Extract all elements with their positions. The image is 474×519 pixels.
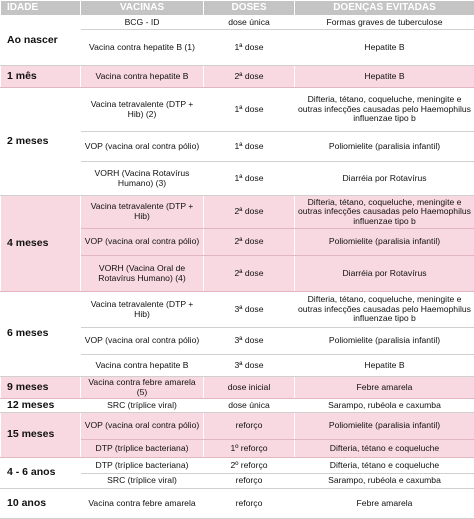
table-row xyxy=(1,196,474,229)
vaccine-cell: VORH (Vacina Oral de Rotavírus Humano) (4) xyxy=(81,256,204,292)
disease-cell: Difteria, tétano, coqueluche, meningite e outras infecções causadas pelo Haemophilus influenzae tipo b xyxy=(295,196,474,229)
disease-cell: Poliomielite (paralisia infantil) xyxy=(295,328,474,355)
disease-cell: Hepatite B xyxy=(295,30,474,66)
vaccine-cell: VORH (Vacina Rotavírus Humano) (3) xyxy=(81,162,204,196)
dose-cell: dose única xyxy=(204,16,295,30)
age-cell: 6 meses xyxy=(1,292,81,377)
age-cell: 4 meses xyxy=(1,196,81,292)
header-idade: IDADE xyxy=(1,1,81,16)
table-row xyxy=(1,88,474,132)
age-cell: 9 meses xyxy=(1,377,81,399)
vaccine-cell: SRC (tríplice viral) xyxy=(81,399,204,413)
vaccine-cell: VOP (vacina oral contra pólio) xyxy=(81,328,204,355)
age-cell: 10 anos xyxy=(1,489,81,519)
dose-cell: 1ª dose xyxy=(204,30,295,66)
age-cell: 4 - 6 anos xyxy=(1,458,81,489)
vaccine-cell: Vacina contra febre amarela xyxy=(81,489,204,519)
table-row xyxy=(1,458,474,474)
age-cell: 12 meses xyxy=(1,399,81,413)
vaccine-cell: Vacina contra hepatite B xyxy=(81,66,204,88)
disease-cell: Sarampo, rubéola e caxumba xyxy=(295,474,474,489)
vaccine-cell: Vacina contra hepatite B xyxy=(81,355,204,377)
vaccine-cell: Vacina tetravalente (DTP + Hib) xyxy=(81,196,204,229)
disease-cell: Febre amarela xyxy=(295,489,474,519)
disease-cell: Hepatite B xyxy=(295,355,474,377)
vaccine-cell: VOP (vacina oral contra pólio) xyxy=(81,229,204,256)
table-row xyxy=(1,489,474,519)
disease-cell: Difteria, tétano e coqueluche xyxy=(295,440,474,458)
dose-cell: 1ª dose xyxy=(204,162,295,196)
vaccine-cell: DTP (tríplice bacteriana) xyxy=(81,458,204,474)
disease-cell: Sarampo, rubéola e caxumba xyxy=(295,399,474,413)
table-row xyxy=(1,413,474,440)
disease-cell: Formas graves de tuberculose xyxy=(295,16,474,30)
dose-cell: 1ª dose xyxy=(204,132,295,162)
vaccine-cell: SRC (tríplice viral) xyxy=(81,474,204,489)
dose-cell: reforço xyxy=(204,474,295,489)
dose-cell: 2ª dose xyxy=(204,196,295,229)
table-row xyxy=(1,377,474,399)
disease-cell: Febre amarela xyxy=(295,377,474,399)
table-row xyxy=(1,399,474,413)
disease-cell: Hepatite B xyxy=(295,66,474,88)
dose-cell: 1º reforço xyxy=(204,440,295,458)
vaccine-cell: Vacina tetravalente (DTP + Hib) (2) xyxy=(81,88,204,132)
age-cell: 1 mês xyxy=(1,66,81,88)
disease-cell: Difteria, tétano, coqueluche, meningite e outras infecções causadas pelo Haemophilus influenzae tipo b xyxy=(295,292,474,328)
disease-cell: Diarréia por Rotavírus xyxy=(295,256,474,292)
dose-cell: 1ª dose xyxy=(204,88,295,132)
age-cell: 15 meses xyxy=(1,413,81,458)
age-cell: 2 meses xyxy=(1,88,81,196)
disease-cell: Difteria, tétano e coqueluche xyxy=(295,458,474,474)
age-cell: Ao nascer xyxy=(1,16,81,66)
header-doencas: DOENÇAS EVITADAS xyxy=(295,1,474,16)
disease-cell: Poliomielite (paralisia infantil) xyxy=(295,229,474,256)
dose-cell: dose inicial xyxy=(204,377,295,399)
dose-cell: 3ª dose xyxy=(204,292,295,328)
disease-cell: Diarréia por Rotavírus xyxy=(295,162,474,196)
disease-cell: Difteria, tétano, coqueluche, meningite e outras infecções causadas pelo Haemophilus influenzae tipo b xyxy=(295,88,474,132)
dose-cell: 3ª dose xyxy=(204,355,295,377)
vaccine-cell: Vacina contra febre amarela (5) xyxy=(81,377,204,399)
dose-cell: 2ª dose xyxy=(204,256,295,292)
disease-cell: Poliomielite (paralisia infantil) xyxy=(295,413,474,440)
dose-cell: reforço xyxy=(204,413,295,440)
dose-cell: dose única xyxy=(204,399,295,413)
dose-cell: 2ª dose xyxy=(204,66,295,88)
table-row xyxy=(1,292,474,328)
dose-cell: 2ª dose xyxy=(204,229,295,256)
disease-cell: Poliomielite (paralisia infantil) xyxy=(295,132,474,162)
dose-cell: reforço xyxy=(204,489,295,519)
vaccine-cell: Vacina tetravalente (DTP + Hib) xyxy=(81,292,204,328)
vaccine-cell: Vacina contra hepatite B (1) xyxy=(81,30,204,66)
vaccine-cell: VOP (vacina oral contra pólio) xyxy=(81,413,204,440)
vaccine-cell: BCG - ID xyxy=(81,16,204,30)
header-doses: DOSES xyxy=(204,1,295,16)
vaccine-cell: DTP (tríplice bacteriana) xyxy=(81,440,204,458)
table-row xyxy=(1,66,474,88)
table-row xyxy=(1,16,474,30)
header-vacinas: VACINAS xyxy=(81,1,204,16)
header-row xyxy=(1,1,474,16)
vaccine-cell: VOP (vacina oral contra pólio) xyxy=(81,132,204,162)
dose-cell: 3ª dose xyxy=(204,328,295,355)
dose-cell: 2º reforço xyxy=(204,458,295,474)
